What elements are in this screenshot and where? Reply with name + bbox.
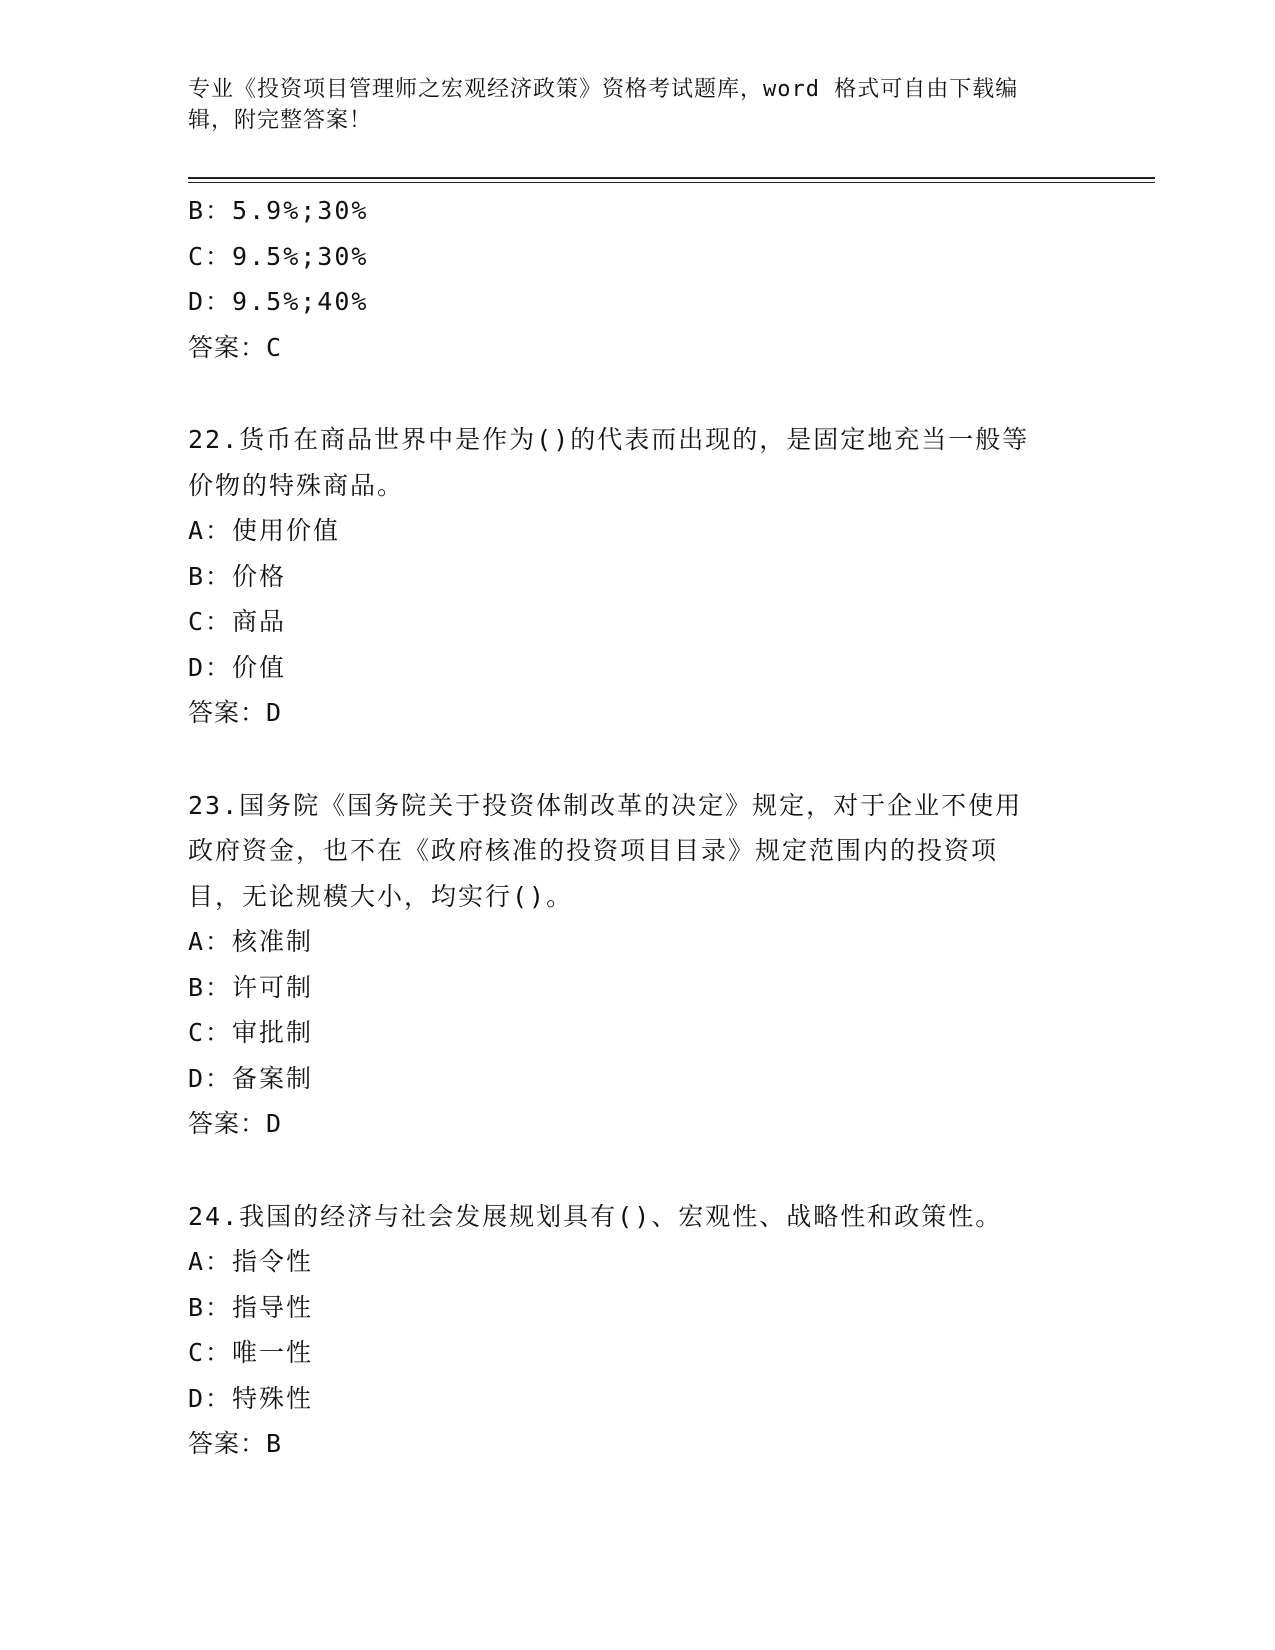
option-c: C：商品	[188, 607, 287, 636]
answer-line: 答案：C	[188, 332, 283, 362]
spacer	[188, 1147, 1088, 1194]
question-prev-block	[188, 188, 1088, 370]
option-b: B：5.9%;30%	[188, 196, 369, 225]
document-header	[188, 74, 1068, 136]
option-b: B：指导性	[188, 1292, 314, 1322]
option-c: C：唯一性	[188, 1338, 314, 1367]
option-a: A：指令性	[188, 1247, 314, 1276]
header-divider	[188, 177, 1155, 179]
question-text: 目，无论规模大小，均实行()。	[188, 881, 574, 911]
question-23	[188, 783, 1088, 1147]
question-text: 22.货币在商品世界中是作为()的代表而出现的，是固定地充当一般等	[188, 425, 1030, 454]
option-d: D：价值	[188, 652, 287, 682]
option-d: D：9.5%;40%	[188, 287, 369, 316]
option-d: D：特殊性	[188, 1383, 314, 1413]
question-text: 24.我国的经济与社会发展规划具有()、宏观性、战略性和政策性。	[188, 1201, 1003, 1231]
answer-line: 答案：D	[188, 1109, 283, 1138]
header-line: 专业《投资项目管理师之宏观经济政策》资格考试题库，word 格式可自由下载编	[188, 77, 1019, 102]
question-24	[188, 1194, 1088, 1467]
question-22	[188, 417, 1088, 736]
question-text: 政府资金，也不在《政府核准的投资项目目录》规定范围内的投资项	[188, 836, 999, 865]
header-line: 辑，附完整答案！	[188, 108, 373, 133]
answer-line: 答案：D	[188, 698, 283, 727]
option-d: D：备案制	[188, 1063, 314, 1093]
option-c: C：审批制	[188, 1018, 314, 1047]
option-a: A：使用价值	[188, 516, 341, 545]
spacer	[188, 736, 1088, 783]
option-c: C：9.5%;30%	[188, 241, 369, 271]
option-b: B：许可制	[188, 972, 314, 1002]
option-a: A：核准制	[188, 927, 314, 956]
question-list	[188, 188, 1088, 1467]
spacer	[188, 370, 1088, 417]
question-text: 23.国务院《国务院关于投资体制改革的决定》规定，对于企业不使用	[188, 790, 1023, 820]
answer-line: 答案：B	[188, 1429, 283, 1458]
question-text: 价物的特殊商品。	[188, 470, 405, 500]
header-divider-thin	[188, 182, 1155, 183]
option-b: B：价格	[188, 561, 287, 591]
